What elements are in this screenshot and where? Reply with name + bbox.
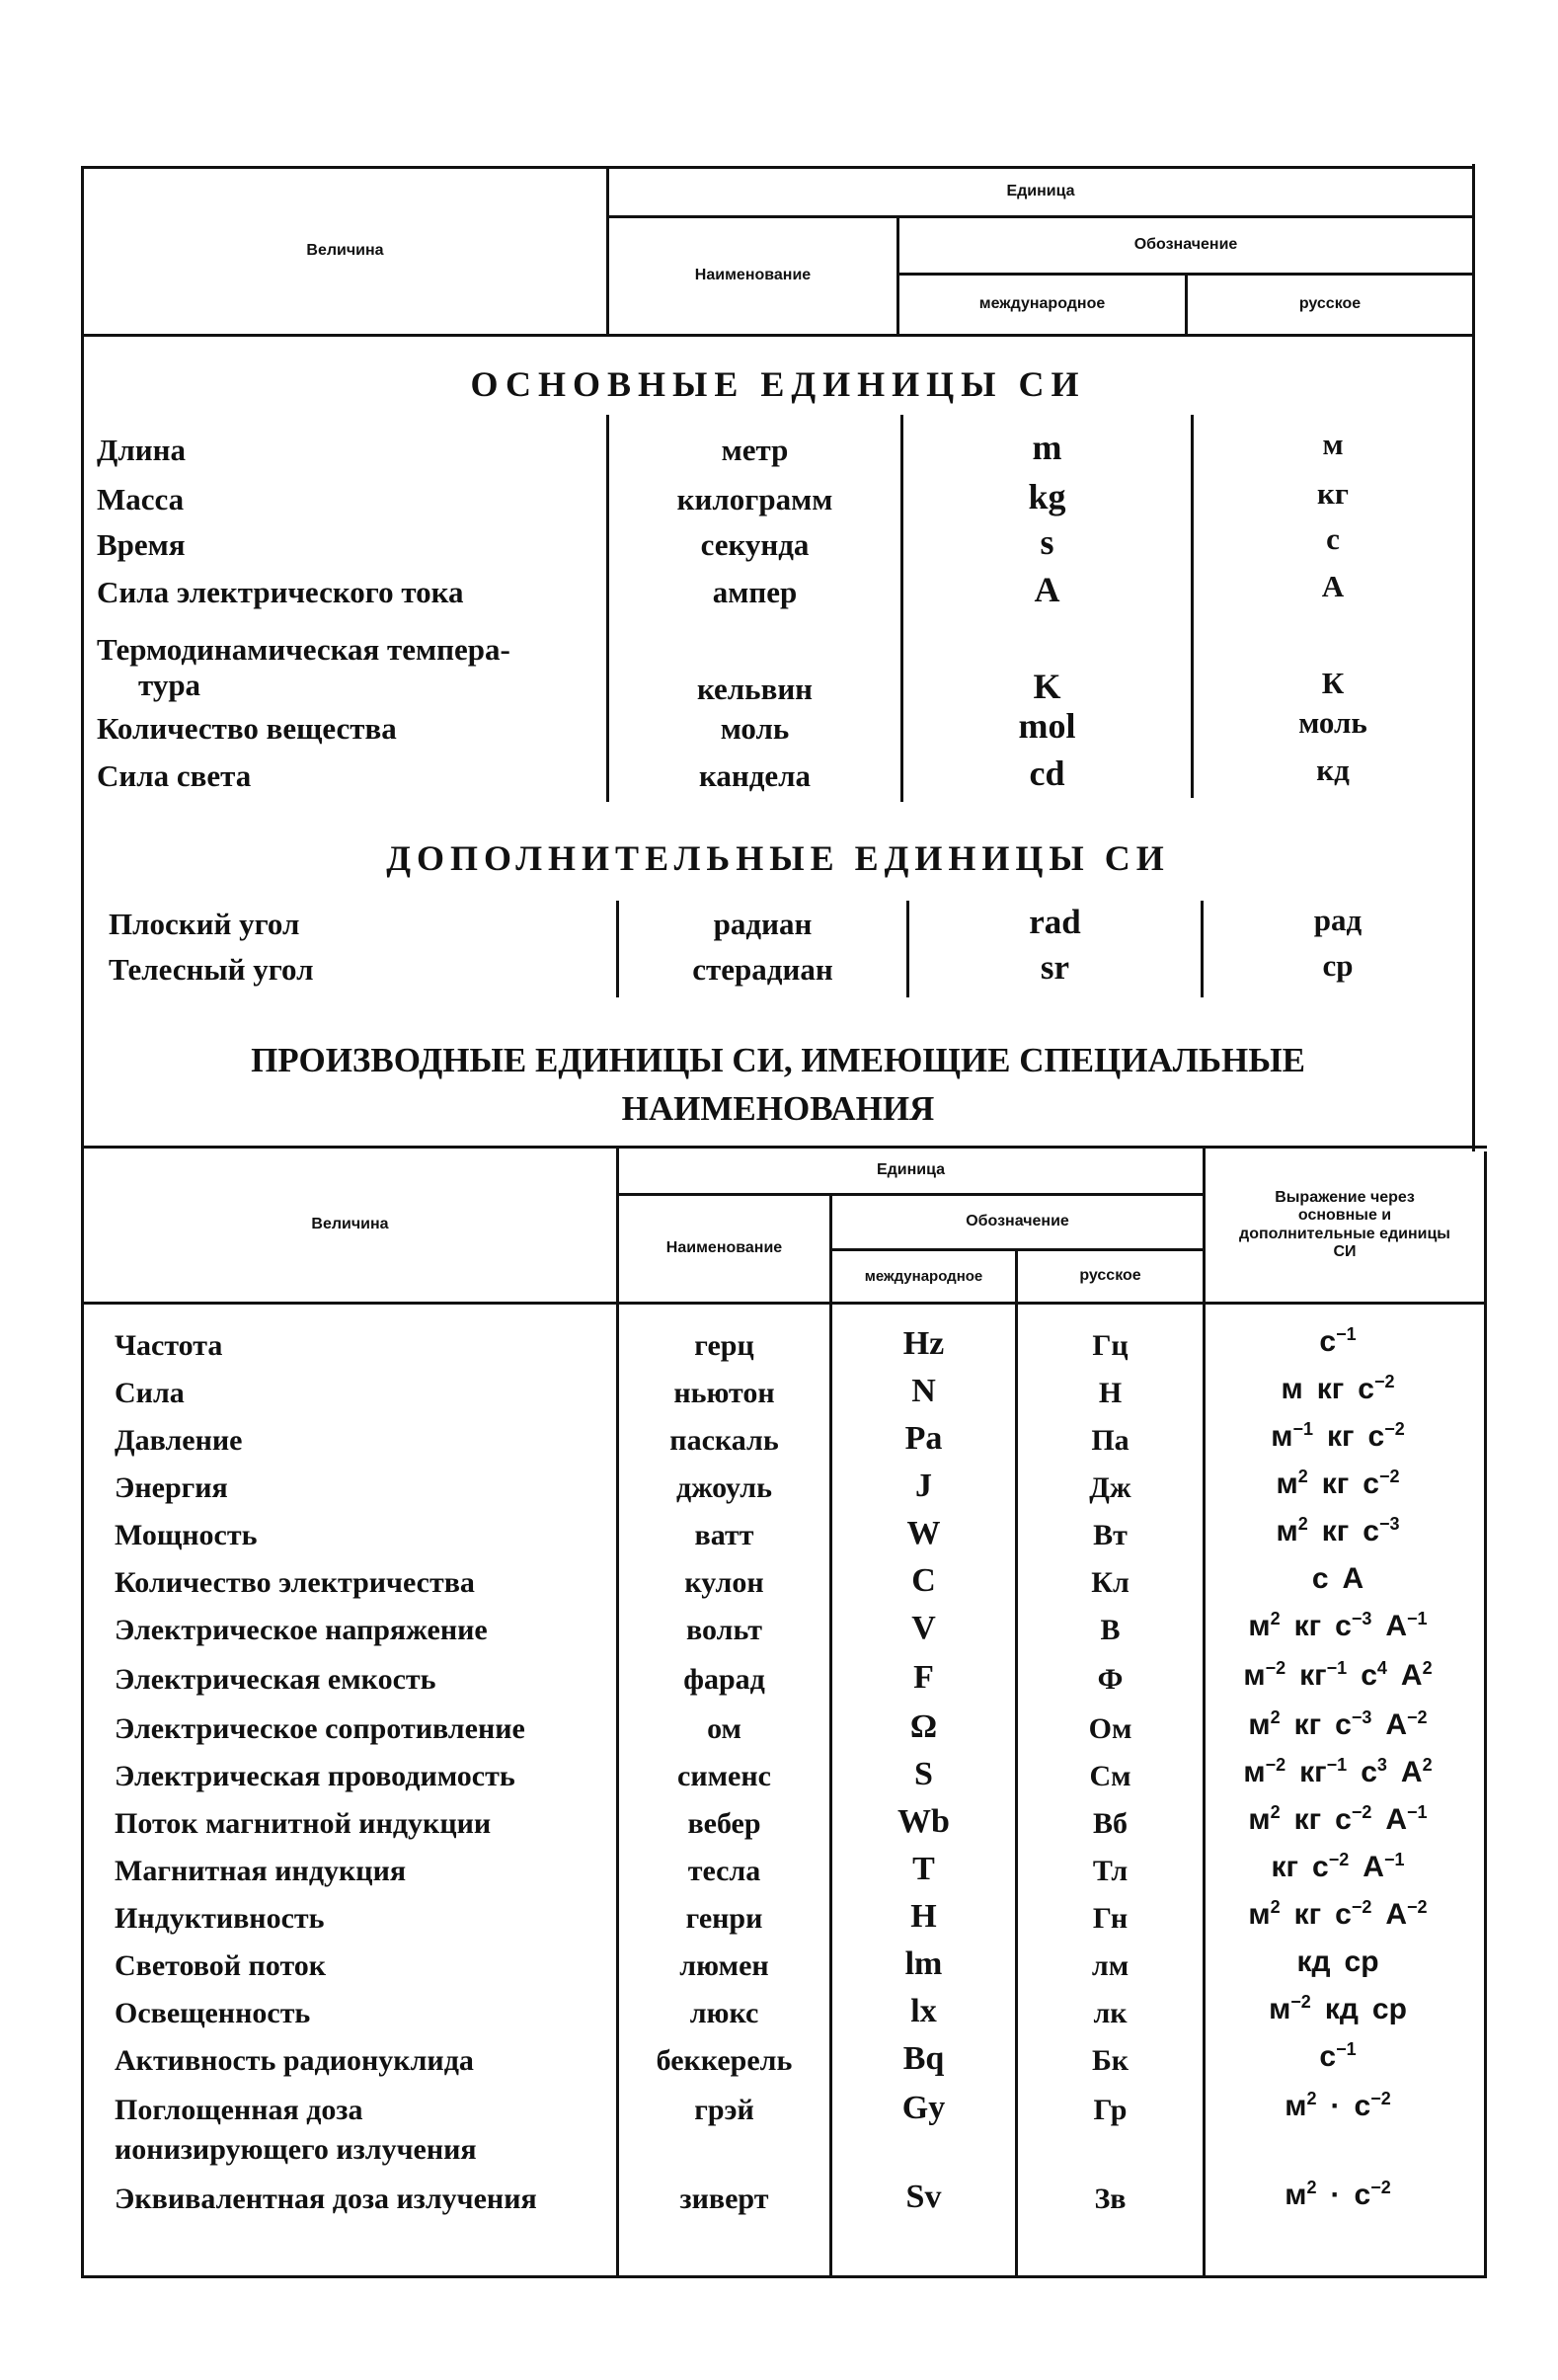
si-expression-factor: $с^{-1}$ <box>1319 1324 1357 1358</box>
unit-name: беккерель <box>656 2044 793 2077</box>
unit-symbol-international: Hz <box>902 1325 945 1362</box>
unit-symbol-russian: Гр <box>1093 2094 1128 2126</box>
header-2-international: международное <box>864 1267 983 1285</box>
unit-name: грэй <box>694 2094 754 2126</box>
quantity-label: Сила электрического тока <box>97 575 464 609</box>
si-expression <box>1206 2040 1484 2074</box>
unit-symbol-russian: лк <box>1093 1997 1128 2029</box>
unit-symbol-russian: Вб <box>1092 1807 1128 1840</box>
si-expression-factor: кг <box>1293 1803 1322 1836</box>
unit-symbol-russian: Па <box>1091 1424 1130 1457</box>
si-expression-factor: $А^{-1}$ <box>1363 1850 1405 1883</box>
quantity-label: Освещенность <box>115 1997 311 2029</box>
unit-symbol-international: sr <box>1040 948 1070 987</box>
unit-name: люмен <box>679 1949 769 1982</box>
quantity-label: Мощность <box>115 1519 258 1551</box>
si-expression <box>1206 1659 1484 1693</box>
si-expression-factor: $с^{-2}$ <box>1358 1372 1395 1405</box>
si-expression <box>1206 1945 1484 1979</box>
si-expression-factor: $м^2$ <box>1248 1707 1281 1741</box>
frame-right-lower <box>1484 1151 1487 2277</box>
unit-symbol-international: A <box>1034 570 1060 609</box>
unit-symbol-international: Ω <box>909 1708 938 1745</box>
quantity-label: Поглощенная доза <box>115 2094 363 2126</box>
unit-symbol-russian: В <box>1100 1614 1121 1646</box>
si-expression-factor: $А^2$ <box>1400 1755 1433 1788</box>
header-2-russian: русское <box>1079 1267 1141 1285</box>
quantity-label-continued: ионизирующего излучения <box>115 2133 477 2166</box>
quantity-label: Электрическая емкость <box>115 1663 436 1696</box>
unit-symbol-russian: рад <box>1313 903 1363 937</box>
header-2-expression: Выражение через основные и дополнительные единицы СИ <box>1239 1188 1450 1260</box>
quantity-label: Время <box>97 527 186 562</box>
unit-symbol-russian: Н <box>1098 1377 1123 1409</box>
unit-symbol-russian: Гц <box>1092 1329 1129 1362</box>
unit-symbol-russian: К <box>1321 666 1345 700</box>
si-expression <box>1206 2090 1484 2123</box>
unit-symbol-international: cd <box>1029 754 1065 793</box>
si-expression-factor: $с^{-2}$ <box>1367 1419 1405 1453</box>
quantity-label: Телесный угол <box>109 952 314 987</box>
unit-name: кулон <box>684 1566 764 1599</box>
si-expression-factor: $м^2$ <box>1276 1514 1308 1547</box>
header-unit: Единица <box>1006 183 1075 200</box>
si-expression-factor: кг <box>1271 1851 1299 1883</box>
si-expression <box>1206 1708 1484 1742</box>
unit-symbol-russian: А <box>1321 569 1345 603</box>
si-expression-factor: кг <box>1293 1898 1322 1931</box>
si-expression <box>1206 1373 1484 1406</box>
unit-name: метр <box>721 433 789 467</box>
unit-name: люкс <box>689 1997 759 2029</box>
unit-name: секунда <box>700 527 810 562</box>
header-international: международное <box>978 295 1106 313</box>
header-quantity: Величина <box>306 242 384 260</box>
unit-symbol-russian: м <box>1322 427 1344 461</box>
si-expression-factor: $А^{-1}$ <box>1385 1802 1428 1836</box>
si-expression-factor: кд <box>1296 1945 1331 1978</box>
quantity-label: Количество вещества <box>97 711 397 746</box>
header-designation: Обозначение <box>1133 236 1238 254</box>
unit-symbol-international: F <box>913 1659 934 1696</box>
si-expression <box>1206 1515 1484 1548</box>
si-expression-factor: $м^2$ <box>1248 1802 1281 1836</box>
si-expression-factor: кг <box>1316 1373 1345 1405</box>
unit-name: фарад <box>683 1663 765 1696</box>
unit-symbol-international: lm <box>904 1945 943 1982</box>
unit-name: герц <box>694 1329 754 1362</box>
header-2-unit: Единица <box>876 1161 946 1179</box>
quantity-label: Плоский угол <box>109 907 300 941</box>
si-expression <box>1206 1562 1484 1596</box>
unit-symbol-international: J <box>915 1468 932 1504</box>
si-expression-factor: $с^{-2}$ <box>1335 1897 1372 1931</box>
frame-right <box>1472 164 1475 1151</box>
si-expression <box>1206 1420 1484 1454</box>
quantity-label: Световой поток <box>115 1949 327 1982</box>
unit-symbol-russian: Дж <box>1089 1471 1131 1504</box>
unit-symbol-russian: Кл <box>1091 1566 1130 1599</box>
unit-name: кандела <box>698 758 812 793</box>
si-expression-factor: $А^{-1}$ <box>1385 1609 1428 1642</box>
unit-symbol-russian: кг <box>1317 476 1349 511</box>
unit-name: сименс <box>677 1760 771 1792</box>
unit-symbol-international: lx <box>910 1993 937 2029</box>
unit-name: моль <box>720 711 790 746</box>
unit-symbol-international: H <box>910 1898 937 1935</box>
si-expression-factor: $с^{-2}$ <box>1312 1850 1350 1883</box>
unit-name: джоуль <box>676 1471 772 1504</box>
unit-symbol-international: V <box>911 1610 936 1646</box>
quantity-label: Электрическое напряжение <box>115 1614 488 1646</box>
si-expression <box>1206 1898 1484 1932</box>
unit-name: ньютон <box>673 1377 775 1409</box>
unit-symbol-russian: кд <box>1316 753 1350 787</box>
si-expression <box>1206 1610 1484 1643</box>
quantity-label: Электрическое сопротивление <box>115 1712 525 1745</box>
unit-symbol-international: Sv <box>905 2179 942 2215</box>
unit-symbol-international: N <box>911 1373 936 1409</box>
quantity-label: Магнитная индукция <box>115 1855 407 1887</box>
quantity-label: Длина <box>97 433 186 467</box>
unit-symbol-russian: Гн <box>1092 1902 1129 1935</box>
si-expression <box>1206 1325 1484 1359</box>
unit-symbol-international: T <box>912 1851 935 1887</box>
quantity-label: Электрическая проводимость <box>115 1760 515 1792</box>
si-expression-factor: $А^2$ <box>1400 1658 1433 1692</box>
unit-name: килограмм <box>676 482 833 516</box>
si-expression-factor: $кг^{-1}$ <box>1299 1658 1348 1692</box>
unit-name: ватт <box>694 1519 754 1551</box>
si-expression-factor: · <box>1330 2179 1341 2211</box>
unit-name: тесла <box>687 1855 761 1887</box>
si-expression-factor: $м^2$ <box>1276 1467 1308 1500</box>
unit-symbol-russian: с <box>1326 521 1340 556</box>
si-expression <box>1206 1756 1484 1789</box>
unit-name: стерадиан <box>692 952 833 987</box>
si-expression-factor: $с^{-2}$ <box>1363 1467 1400 1500</box>
si-expression-factor: $м^2$ <box>1285 2089 1317 2122</box>
quantity-label: Количество электричества <box>115 1566 475 1599</box>
unit-name: вебер <box>687 1807 761 1840</box>
si-expression-factor: $м^2$ <box>1248 1897 1281 1931</box>
quantity-label: Сила <box>115 1377 185 1409</box>
frame-bottom <box>81 2275 1487 2278</box>
si-expression-factor: $м^{-2}$ <box>1243 1658 1286 1692</box>
unit-symbol-russian: моль <box>1298 705 1367 740</box>
quantity-label-continued: тура <box>138 668 201 702</box>
header-russian: русское <box>1298 295 1362 313</box>
unit-symbol-russian: ср <box>1322 948 1354 983</box>
unit-symbol-international: Pa <box>904 1420 943 1457</box>
quantity-label: Частота <box>115 1329 223 1362</box>
unit-name: зиверт <box>679 2182 769 2215</box>
quantity-label: Термодинамическая темпера- <box>97 632 510 667</box>
si-expression-factor: $А^{-2}$ <box>1385 1707 1428 1741</box>
si-expression-factor: с <box>1311 1562 1329 1595</box>
unit-symbol-international: Bq <box>902 2040 945 2077</box>
section-3-title-line-2: НАИМЕНОВАНИЯ <box>621 1089 935 1128</box>
unit-symbol-international: C <box>911 1562 936 1599</box>
quantity-label: Сила света <box>97 758 252 793</box>
si-expression-factor: $м^2$ <box>1248 1609 1281 1642</box>
unit-symbol-russian: Тл <box>1092 1855 1129 1887</box>
unit-symbol-international: S <box>914 1756 933 1792</box>
unit-symbol-international: W <box>906 1515 941 1551</box>
quantity-label: Индуктивность <box>115 1902 325 1935</box>
si-expression-factor: $с^{-2}$ <box>1354 2178 1391 2211</box>
unit-name: ом <box>707 1712 741 1745</box>
unit-symbol-international: s <box>1040 522 1054 562</box>
unit-name: генри <box>685 1902 763 1935</box>
unit-symbol-international: mol <box>1018 706 1076 746</box>
unit-name: вольт <box>686 1614 762 1646</box>
si-expression-factor: $с^{-2}$ <box>1335 1802 1372 1836</box>
unit-symbol-international: K <box>1033 667 1061 706</box>
si-expression-factor: $с^3$ <box>1361 1755 1387 1788</box>
unit-name: ампер <box>712 575 798 609</box>
si-expression-factor: $с^{-3}$ <box>1335 1609 1372 1642</box>
si-expression-factor: А <box>1342 1562 1364 1595</box>
si-expression-factor: $с^{-2}$ <box>1354 2089 1391 2122</box>
unit-symbol-russian: лм <box>1091 1949 1130 1982</box>
si-expression-factor: кд <box>1324 1993 1359 2025</box>
unit-symbol-russian: Ф <box>1097 1663 1124 1696</box>
section-3-title-line-1: ПРОИЗВОДНЫЕ ЕДИНИЦЫ СИ, ИМЕЮЩИЕ СПЕЦИАЛЬНЫЕ <box>251 1041 1305 1079</box>
quantity-label: Энергия <box>115 1471 228 1504</box>
unit-name: радиан <box>713 907 813 941</box>
unit-symbol-international: rad <box>1029 903 1081 941</box>
si-expression-factor: кг <box>1327 1420 1355 1453</box>
si-expression <box>1206 2179 1484 2212</box>
si-expression-factor: $А^{-2}$ <box>1385 1897 1428 1931</box>
si-expression-factor: $с^{-1}$ <box>1319 2039 1357 2073</box>
unit-symbol-russian: Ом <box>1088 1712 1132 1745</box>
unit-symbol-international: Wb <box>897 1803 950 1840</box>
si-expression-factor: кг <box>1321 1468 1350 1500</box>
header-2-name: Наименование <box>665 1239 783 1257</box>
section-2-title: ДОПОЛНИТЕЛЬНЫЕ ЕДИНИЦЫ СИ <box>386 838 1170 878</box>
unit-symbol-russian: Вт <box>1093 1519 1128 1551</box>
header-2-designation: Обозначение <box>966 1213 1069 1230</box>
si-expression-factor: $с^{-3}$ <box>1363 1514 1400 1547</box>
si-expression-factor: кг <box>1293 1610 1322 1642</box>
si-expression-factor: кг <box>1321 1515 1350 1547</box>
si-expression <box>1206 1468 1484 1501</box>
quantity-label: Поток магнитной индукции <box>115 1807 492 1840</box>
si-expression-factor: $м^{-2}$ <box>1269 1992 1311 2025</box>
si-expression-factor: м <box>1281 1373 1303 1405</box>
si-expression-factor: ср <box>1371 1993 1407 2025</box>
si-expression-factor: $м^{-1}$ <box>1271 1419 1313 1453</box>
unit-name: паскаль <box>669 1424 779 1457</box>
unit-symbol-international: Gy <box>901 2090 946 2126</box>
unit-symbol-russian: Зв <box>1094 2182 1127 2215</box>
si-expression-factor: ср <box>1344 1945 1379 1978</box>
si-expression-factor: $м^2$ <box>1285 2178 1317 2211</box>
si-expression-factor: $м^{-2}$ <box>1243 1755 1286 1788</box>
quantity-label: Активность радионуклида <box>115 2044 474 2077</box>
unit-symbol-international: kg <box>1028 477 1066 516</box>
si-expression-factor: кг <box>1293 1708 1322 1741</box>
unit-symbol-russian: См <box>1089 1760 1131 1792</box>
si-expression <box>1206 1851 1484 1884</box>
quantity-label: Эквивалентная доза излучения <box>115 2182 537 2215</box>
si-expression-factor: $с^{-3}$ <box>1335 1707 1372 1741</box>
quantity-label: Масса <box>97 482 185 516</box>
header-2-quantity: Величина <box>311 1216 389 1233</box>
si-expression-factor: · <box>1330 2090 1341 2122</box>
unit-name: кельвин <box>696 672 814 706</box>
unit-symbol-international: m <box>1032 428 1062 467</box>
header-name: Наименование <box>694 267 812 284</box>
unit-symbol-russian: Бк <box>1091 2044 1130 2077</box>
si-expression <box>1206 1803 1484 1837</box>
si-expression-factor: $с^4$ <box>1361 1658 1387 1692</box>
section-1-title: ОСНОВНЫЕ ЕДИНИЦЫ СИ <box>470 364 1086 404</box>
quantity-label: Давление <box>115 1424 243 1457</box>
si-expression <box>1206 1993 1484 2026</box>
si-expression-factor: $кг^{-1}$ <box>1299 1755 1348 1788</box>
